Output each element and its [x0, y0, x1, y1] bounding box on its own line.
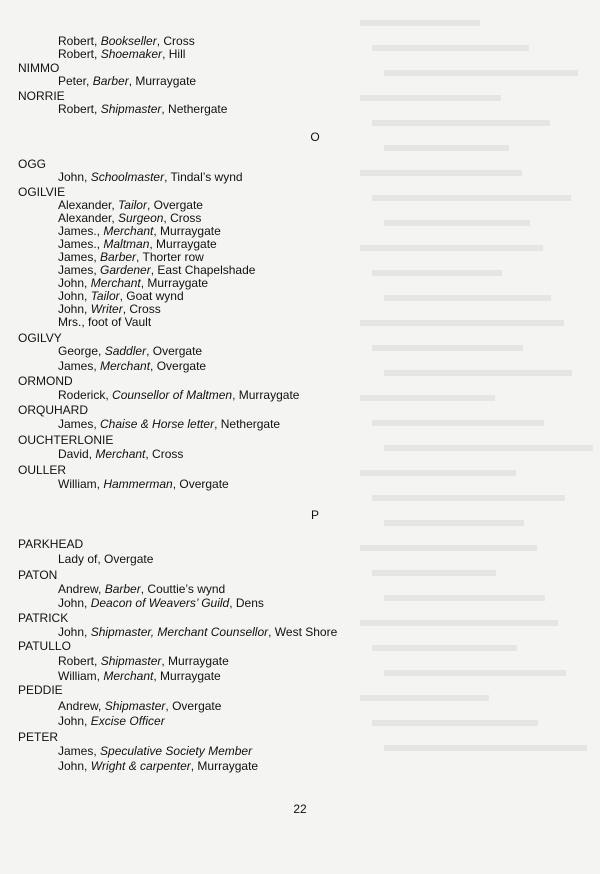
directory-entry	[58, 478, 229, 491]
show-through-mark	[384, 745, 587, 751]
entry-name: Peter,	[58, 74, 93, 88]
entry-name: James.,	[58, 224, 104, 238]
surname-heading: NIMMO	[18, 61, 60, 75]
directory-entry	[58, 670, 221, 683]
entry-name: Robert,	[58, 102, 101, 116]
show-through-mark	[372, 645, 517, 651]
directory-entry: Mrs., foot of Vault	[58, 315, 152, 329]
entry-place: , Couttie’s wynd	[140, 582, 226, 596]
directory-entry	[58, 48, 185, 61]
entry-place: , East Chapelshade	[150, 263, 256, 277]
show-through-mark	[360, 245, 543, 251]
entry-name: John,	[58, 625, 91, 639]
surname-heading: PATRICK	[18, 611, 69, 625]
entry-place: , Cross	[163, 211, 202, 225]
show-through-mark	[372, 120, 550, 126]
show-through-mark	[384, 295, 551, 301]
entry-occupation: Tailor	[90, 289, 120, 303]
directory-entry	[58, 345, 202, 358]
entry-name: James,	[58, 359, 101, 373]
entry-name: John,	[58, 302, 91, 316]
entry-place: , Cross	[122, 302, 161, 316]
show-through-mark	[384, 370, 572, 376]
show-through-mark	[384, 670, 566, 676]
entry-place: , Goat wynd	[119, 289, 184, 303]
entry-occupation: Hammerman	[103, 477, 173, 491]
entry-name: William,	[58, 477, 104, 491]
entry-occupation: Schoolmaster	[90, 170, 165, 184]
entry-occupation: Merchant	[103, 669, 154, 683]
entry-name: George,	[58, 344, 105, 358]
entry-place: , Hill	[162, 47, 186, 61]
entry-occupation: Tailor	[118, 198, 147, 212]
entry-place: , Murraygate	[153, 669, 221, 683]
entry-place: , Nethergate	[161, 102, 228, 116]
entry-name: James.,	[58, 237, 104, 251]
directory-entry	[58, 75, 196, 88]
show-through-mark	[360, 545, 537, 551]
entry-place: , Tindal’s wynd	[164, 170, 243, 184]
surname-heading: OUCHTERLONIE	[18, 433, 114, 447]
page-number: 22	[293, 802, 307, 816]
show-through-mark	[372, 45, 529, 51]
entry-occupation: Maltman	[103, 237, 150, 251]
surname-heading: NORRIE	[18, 89, 65, 103]
entry-occupation: Barber	[100, 250, 137, 264]
entry-name: Roderick,	[58, 388, 113, 402]
entry-name: Alexander,	[58, 211, 119, 225]
entry-place: , Murraygate	[128, 74, 197, 88]
directory-entry	[58, 103, 227, 116]
show-through-mark	[372, 195, 571, 201]
directory-entry	[58, 760, 258, 773]
entry-occupation: Shoemaker	[100, 47, 163, 61]
entry-name: James,	[58, 250, 101, 264]
entry-occupation: Wright & carpenter	[90, 759, 191, 773]
directory-entry	[58, 655, 229, 668]
entry-place: , Murraygate	[153, 224, 221, 238]
show-through-mark	[360, 320, 564, 326]
show-through-mark	[372, 345, 523, 351]
surname-heading: PEDDIE	[18, 683, 63, 697]
show-through-mark	[372, 570, 496, 576]
entry-name: Robert,	[58, 654, 101, 668]
entry-name: William,	[58, 669, 104, 683]
entry-name: Alexander,	[58, 198, 119, 212]
entry-occupation: Gardener	[100, 263, 151, 277]
show-through-mark	[360, 395, 495, 401]
entry-occupation: Deacon of Weavers’ Guild	[90, 596, 230, 610]
show-through-mark	[372, 720, 538, 726]
show-through-mark	[384, 145, 509, 151]
surname-heading: PATON	[18, 568, 58, 582]
show-through-mark	[384, 220, 530, 226]
entry-occupation: Shipmaster	[104, 699, 166, 713]
entry-place: , Overgate	[146, 198, 203, 212]
entry-occupation: Chaise & Horse letter	[100, 417, 215, 431]
surname-heading: PETER	[18, 730, 59, 744]
entry-place: , Overgate	[172, 477, 229, 491]
entry-occupation: Bookseller	[100, 34, 157, 48]
entry-name: Robert,	[58, 47, 101, 61]
surname-heading: ORMOND	[18, 374, 73, 388]
directory-entry: Lady of, Overgate	[58, 552, 154, 566]
surname-heading: PARKHEAD	[18, 537, 84, 551]
show-through-mark	[372, 270, 502, 276]
entry-place: , Murraygate	[149, 237, 217, 251]
entry-occupation: Saddler	[104, 344, 147, 358]
surname-heading: OGILVY	[18, 331, 62, 345]
entry-name: Andrew,	[58, 582, 105, 596]
entry-place: , Murraygate	[190, 759, 259, 773]
entry-occupation: Shipmaster, Merchant Counsellor	[90, 625, 269, 639]
entry-place: , Thorter row	[136, 250, 204, 264]
entry-place: , Dens	[229, 596, 264, 610]
show-through-mark	[360, 170, 522, 176]
entry-place: , Murraygate	[161, 654, 229, 668]
show-through-mark	[372, 420, 544, 426]
entry-place: , Nethergate	[214, 417, 281, 431]
entry-place: , Murraygate	[140, 276, 209, 290]
entry-occupation: Merchant	[100, 359, 151, 373]
entry-name: James,	[58, 744, 101, 758]
show-through-mark	[360, 695, 489, 701]
directory-entry	[58, 597, 264, 610]
directory-entry	[58, 389, 299, 402]
surname-heading: OULLER	[18, 463, 67, 477]
surname-heading: OGILVIE	[18, 185, 66, 199]
show-through-mark	[372, 495, 565, 501]
show-through-mark	[360, 620, 558, 626]
entry-place: , Cross	[156, 34, 195, 48]
entry-occupation: Counsellor of Maltmen	[112, 388, 233, 402]
entry-occupation: Writer	[90, 302, 123, 316]
entry-place: , Cross	[145, 447, 184, 461]
show-through-mark	[360, 95, 501, 101]
entry-name: John,	[58, 596, 91, 610]
entry-name: James,	[58, 417, 101, 431]
entry-place: , West Shore	[268, 625, 338, 639]
letter-heading: P	[310, 508, 319, 522]
show-through-mark	[360, 20, 480, 26]
directory-entry	[58, 745, 252, 758]
directory-entry	[58, 583, 225, 596]
entry-occupation: Barber	[104, 582, 141, 596]
entry-occupation: Merchant	[90, 276, 141, 290]
entry-name: John,	[58, 759, 91, 773]
surname-heading: PATULLO	[18, 639, 71, 653]
directory-entry	[58, 171, 243, 184]
entry-place: , Overgate	[150, 359, 207, 373]
entry-name: John,	[58, 276, 91, 290]
entry-occupation: Merchant	[103, 224, 154, 238]
show-through-mark	[384, 445, 593, 451]
letter-heading: O	[310, 130, 320, 144]
entry-name: Robert,	[58, 34, 101, 48]
entry-occupation: Shipmaster	[100, 654, 162, 668]
directory-entry	[58, 360, 206, 373]
directory-entry	[58, 626, 337, 639]
entry-occupation: Excise Officer	[90, 714, 165, 728]
entry-occupation: Barber	[92, 74, 129, 88]
directory-entry	[58, 448, 183, 461]
show-through-mark	[384, 70, 578, 76]
entry-occupation: Shipmaster	[100, 102, 162, 116]
entry-occupation: Surgeon	[118, 211, 164, 225]
directory-entry	[58, 715, 165, 728]
show-through-mark	[360, 470, 516, 476]
show-through-mark	[384, 595, 545, 601]
directory-entry	[58, 700, 221, 713]
entry-name: James,	[58, 263, 101, 277]
entry-name: John,	[58, 714, 91, 728]
entry-name: David,	[58, 447, 96, 461]
entry-name: Andrew,	[58, 699, 105, 713]
entry-place: , Overgate	[146, 344, 203, 358]
surname-heading: OGG	[18, 157, 47, 171]
entry-name: John,	[58, 289, 91, 303]
entry-occupation: Speculative Society Member	[100, 744, 253, 758]
entry-place: , Murraygate	[232, 388, 300, 402]
entry-occupation: Merchant	[95, 447, 146, 461]
entry-place: , Overgate	[165, 699, 222, 713]
surname-heading: ORQUHARD	[18, 403, 89, 417]
directory-entry	[58, 418, 280, 431]
entry-name: John,	[58, 170, 91, 184]
